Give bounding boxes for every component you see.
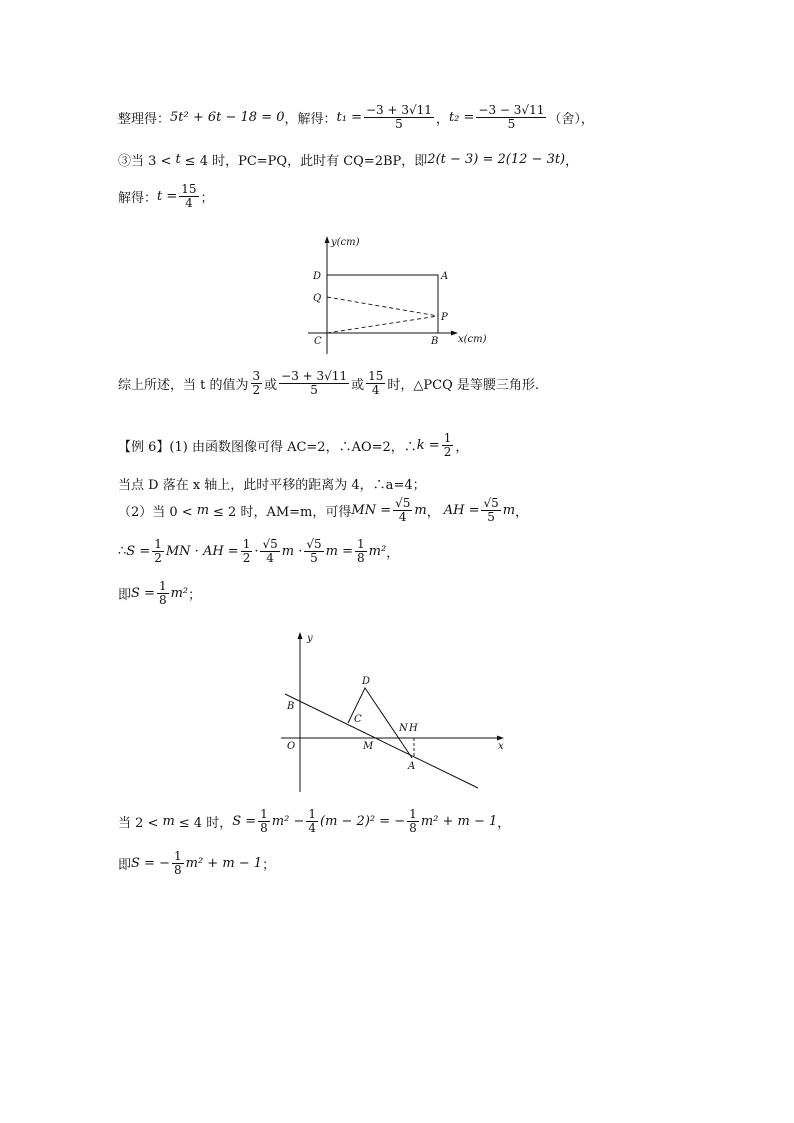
- text: 即: [118, 587, 132, 603]
- variable: AH =: [443, 502, 480, 518]
- segment-CP: [327, 316, 438, 333]
- text: ，解得：: [284, 111, 337, 127]
- fraction: $\frac{-3 + 3√11}{5}$: [281, 369, 348, 397]
- text: ；: [188, 587, 202, 603]
- text-line-4: [118, 370, 539, 396]
- expression: m² + m − 1: [185, 855, 263, 871]
- variable: k =: [416, 437, 440, 453]
- text-line-1: [118, 104, 594, 130]
- label-A: A: [408, 761, 416, 772]
- fraction: $\frac{1}{8}$: [260, 807, 268, 835]
- fraction: $\frac{√5}{4}$: [395, 496, 411, 524]
- label-O: O: [287, 741, 296, 752]
- y-axis-arrow: [298, 632, 303, 639]
- fraction: $\frac{1}{8}$: [158, 579, 167, 607]
- figure-rectangle-graph: [300, 232, 500, 356]
- text: ≤ 4 时，: [178, 815, 233, 831]
- text: 整理得：: [118, 111, 171, 127]
- x-axis-arrow: [497, 736, 504, 741]
- text: 当 2 <: [118, 815, 159, 831]
- fraction: $\frac{1}{2}$: [443, 431, 452, 459]
- text: ≤ 4 时，PC=PQ，此时有 CQ=2BP，即: [184, 154, 428, 169]
- text-line-5: [118, 432, 468, 458]
- segment-QP: [327, 297, 438, 316]
- text: （舍），: [548, 111, 594, 127]
- text: ，: [565, 154, 579, 169]
- text: ；: [200, 190, 214, 206]
- text: ，: [435, 111, 449, 127]
- fraction: $\frac{√5}{5}$: [306, 537, 322, 565]
- label-B: B: [287, 701, 295, 712]
- x-axis-label: x: [498, 741, 504, 752]
- fraction: $\frac{√5}{4}$: [262, 537, 278, 565]
- fraction: $\frac{3}{2}$: [252, 369, 261, 397]
- fraction: $\frac{-3 + 3√11}{5}$: [366, 103, 432, 131]
- expression: (m − 2)² = −: [320, 813, 406, 829]
- text: 综上所述，当 t 的值为: [118, 377, 249, 393]
- text: ，: [515, 504, 529, 520]
- line-AB: [285, 694, 478, 788]
- text-line-8: [118, 538, 399, 564]
- text: ，: [386, 545, 400, 561]
- variable: t =: [157, 188, 178, 204]
- variable: m: [196, 502, 210, 518]
- equation: 5t² + 6t − 18 = 0: [170, 109, 285, 125]
- text: 或: [264, 377, 278, 393]
- fraction: $\frac{√5}{5}$: [483, 496, 499, 524]
- label-H: H: [409, 723, 418, 734]
- text-line-7: [118, 497, 528, 523]
- expression: MN · AH =: [165, 543, 239, 559]
- variable: m: [502, 502, 516, 518]
- fraction: $\frac{1}{2}$: [154, 537, 162, 565]
- text: ，: [426, 504, 440, 520]
- variable: m: [414, 502, 427, 518]
- text: 时，△PCQ 是等腰三角形.: [387, 377, 540, 393]
- fraction: $\frac{15}{4}$: [368, 369, 384, 397]
- label-B: B: [431, 336, 439, 347]
- expression: m²: [368, 543, 387, 559]
- expression: m ·: [281, 543, 303, 559]
- variable: t₂ =: [448, 109, 475, 125]
- expression: m²: [170, 585, 189, 601]
- text: 【例 6】(1) 由函数图像可得 AC=2，∴AO=2，∴: [118, 439, 417, 455]
- label-D: D: [362, 676, 371, 687]
- y-axis-label: y: [307, 633, 313, 644]
- text: 当点 D 落在 x 轴上，此时平移的距离为 4，∴a=4；: [118, 478, 426, 493]
- y-axis-arrow: [325, 236, 330, 243]
- text: ，: [455, 439, 469, 455]
- text: ·: [254, 543, 259, 559]
- text-line-10: [118, 808, 510, 834]
- variable: t: [175, 152, 181, 167]
- variable: S =: [131, 585, 155, 601]
- label-C: C: [314, 336, 322, 347]
- text: 或: [351, 377, 365, 393]
- text: ；: [262, 857, 276, 873]
- fraction: $\frac{1}{8}$: [357, 537, 365, 565]
- text-line-6: [118, 474, 426, 493]
- fraction: $\frac{1}{8}$: [409, 807, 417, 835]
- label-C: C: [354, 714, 362, 725]
- text-line-11: [118, 850, 275, 876]
- fraction: $\frac{1}{4}$: [308, 807, 316, 835]
- text: 即: [118, 857, 132, 873]
- text: （2）当 0 <: [118, 504, 193, 520]
- label-N: N: [399, 723, 408, 734]
- fraction: $\frac{-3 - 3√11}{5}$: [478, 103, 545, 131]
- label-P: P: [441, 312, 448, 323]
- fraction: $\frac{15}{4}$: [181, 182, 197, 210]
- x-axis-label: x(cm): [458, 334, 487, 345]
- expression: m =: [325, 543, 353, 559]
- y-axis-label: y(cm): [331, 237, 360, 248]
- expression: m² + m − 1: [420, 813, 498, 829]
- text-line-9: [118, 580, 201, 606]
- text: ，: [497, 815, 511, 831]
- x-axis-arrow: [451, 331, 458, 336]
- text-line-2: [118, 150, 578, 169]
- text: ≤ 2 时，AM=m，可得: [213, 504, 352, 520]
- variable: S =: [126, 543, 151, 559]
- text: ∴: [118, 543, 127, 559]
- equation: 2(t − 3) = 2(12 − 3t): [427, 152, 566, 167]
- variable: MN =: [351, 502, 392, 518]
- variable: m: [162, 813, 175, 829]
- label-D: D: [313, 271, 322, 282]
- text: 解得：: [118, 190, 158, 206]
- figure-triangle-graph: [278, 628, 518, 794]
- fraction: $\frac{1}{8}$: [173, 849, 182, 877]
- label-A: A: [441, 271, 449, 282]
- expression: m² −: [271, 813, 305, 829]
- label-M: M: [363, 741, 374, 752]
- fraction: $\frac{1}{2}$: [242, 537, 251, 565]
- label-Q: Q: [313, 293, 322, 304]
- variable: S =: [232, 813, 257, 829]
- variable: S = −: [131, 855, 170, 871]
- text: ③当 3 <: [118, 154, 172, 169]
- variable: t₁ =: [336, 109, 362, 125]
- text-line-3: [118, 183, 214, 209]
